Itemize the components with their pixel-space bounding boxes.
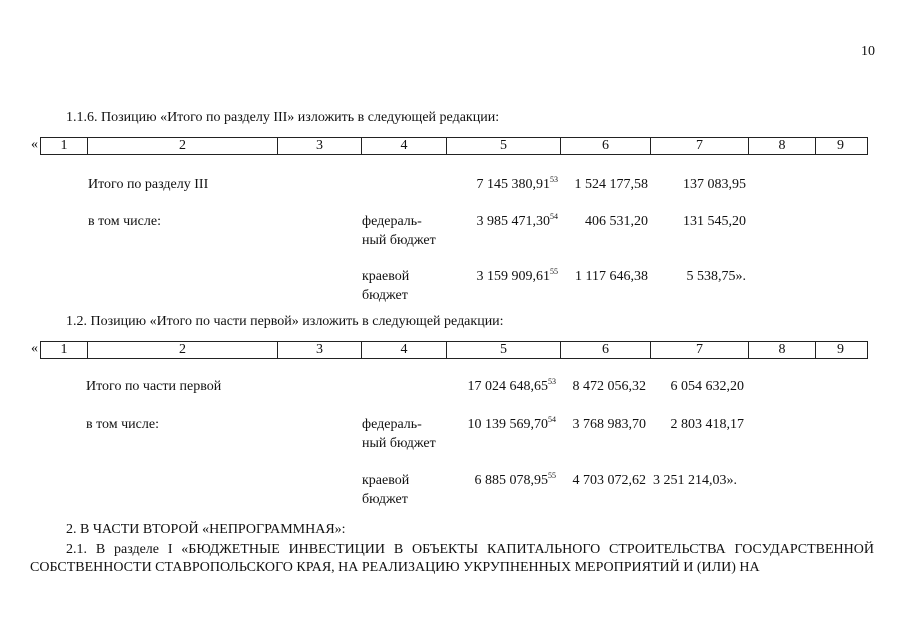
column-header: 8 <box>748 342 815 358</box>
including-label: в том числе: <box>88 214 161 229</box>
column-header-row <box>40 341 868 359</box>
column-header: 3 <box>277 138 361 154</box>
federal-label-line1: федераль- <box>362 417 422 432</box>
column-header: 4 <box>361 138 446 154</box>
column-header: 7 <box>650 138 748 154</box>
federal-col7: 131 545,20 <box>683 214 746 229</box>
column-header: 5 <box>446 138 560 154</box>
regional-col6: 1 117 646,38 <box>575 269 648 284</box>
column-header: 9 <box>815 342 865 358</box>
section-heading: 1.2. Позицию «Итого по части первой» изложить в следующей редакции: <box>66 314 504 329</box>
total-label: Итого по разделу III <box>88 177 209 192</box>
total-col6: 8 472 056,32 <box>572 379 646 394</box>
regional-col5: 3 159 909,61$^{55}$ <box>476 267 558 284</box>
regional-col7: 5 538,75». <box>686 269 746 284</box>
total-label: Итого по части первой <box>86 379 222 394</box>
federal-label-line2: ный бюджет <box>362 436 436 451</box>
part2-heading: 2. В ЧАСТИ ВТОРОЙ «НЕПРОГРАММНАЯ»: <box>66 522 346 537</box>
federal-col5: 3 985 471,30$^{54}$ <box>476 212 558 229</box>
column-header: 2 <box>87 342 277 358</box>
page-number: 10 <box>861 44 875 59</box>
regional-label-line1: краевой <box>362 269 410 284</box>
total-col6: 1 524 177,58 <box>574 177 648 192</box>
column-header: 4 <box>361 342 446 358</box>
column-header: 6 <box>560 342 650 358</box>
including-label: в том числе: <box>86 417 159 432</box>
federal-col7: 2 803 418,17 <box>670 417 744 432</box>
regional-col7: 3 251 214,03». <box>653 473 737 488</box>
regional-label-line1: краевой <box>362 473 410 488</box>
column-header: 9 <box>815 138 865 154</box>
total-col5: 17 024 648,65$^{53}$ <box>467 377 556 394</box>
federal-col6: 406 531,20 <box>585 214 648 229</box>
federal-label-line2: ный бюджет <box>362 233 436 248</box>
column-header-row <box>40 137 868 155</box>
column-header: 6 <box>560 138 650 154</box>
regional-label-line2: бюджет <box>362 288 408 303</box>
column-header: 3 <box>277 342 361 358</box>
column-header: 7 <box>650 342 748 358</box>
federal-col5: 10 139 569,70$^{54}$ <box>467 415 556 432</box>
open-quote: « <box>31 341 38 356</box>
regional-col5: 6 885 078,95$^{55}$ <box>474 471 556 488</box>
part2-paragraph: 2.1. В разделе I «БЮДЖЕТНЫЕ ИНВЕСТИЦИИ В ОБЪЕКТЫ КАПИТАЛЬНОГО СТРОИТЕЛЬСТВА ГОСУДАРСТВЕННОЙ СОБСТВЕННОСТИ СТАВРОПОЛЬСКОГО КРАЯ, НА РЕАЛИЗАЦИЮ УКРУПНЕННЫХ МЕРОПРИЯТИЙ И (ИЛИ) НА <box>30 542 874 575</box>
total-col7: 6 054 632,20 <box>670 379 744 394</box>
column-header: 1 <box>60 342 68 357</box>
section-heading: 1.1.6. Позицию «Итого по разделу III» изложить в следующей редакции: <box>66 110 500 125</box>
total-col7: 137 083,95 <box>683 177 746 192</box>
total-col5: 7 145 380,91$^{53}$ <box>476 175 558 192</box>
regional-col6: 4 703 072,62 <box>572 473 646 488</box>
regional-label-line2: бюджет <box>362 492 408 507</box>
column-header: 8 <box>748 138 815 154</box>
column-header: 2 <box>87 138 277 154</box>
federal-label-line1: федераль- <box>362 214 422 229</box>
column-header: 1 <box>60 138 68 153</box>
federal-col6: 3 768 983,70 <box>572 417 646 432</box>
open-quote: « <box>31 137 38 152</box>
column-header: 5 <box>446 342 560 358</box>
